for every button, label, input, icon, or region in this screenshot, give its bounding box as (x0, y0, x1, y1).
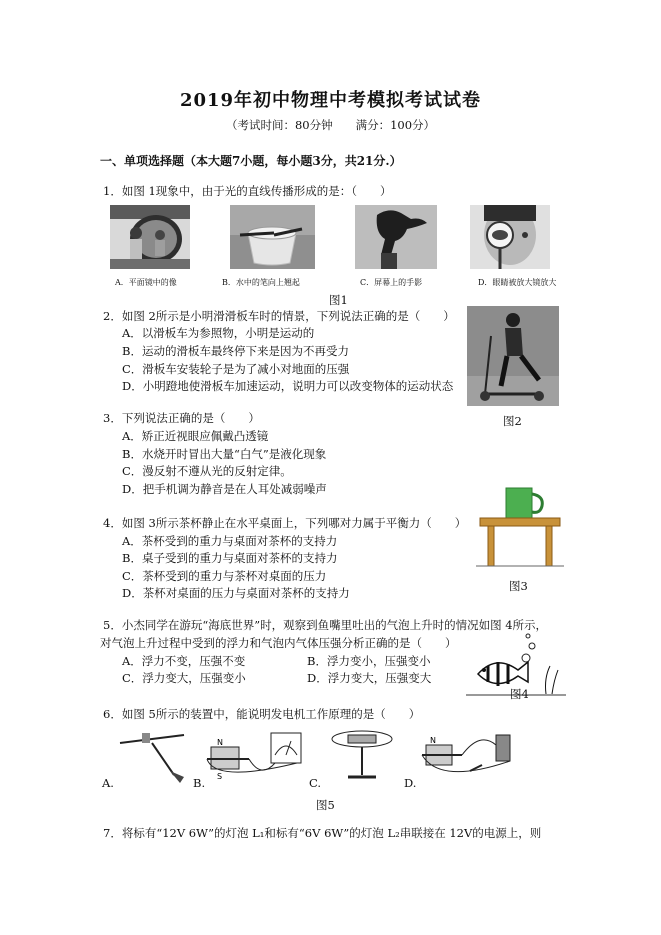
figure-5a-apparatus-drawing (112, 725, 192, 787)
question-2-option-c: C．滑板车安装轮子是为了减小对地面的压强 (122, 362, 350, 376)
figure-2-label: 图2 (503, 414, 522, 428)
figure-1b-caption: B．水中的笔向上翘起 (222, 278, 300, 287)
figure-5a-label: A. (102, 776, 114, 790)
figure-5d-label: D. (404, 776, 417, 790)
question-2-option-b: B．运动的滑板车最终停下来是因为不再受力 (122, 344, 349, 358)
question-3-option-b: B．水烧开时冒出大量“白气”是液化现象 (122, 447, 327, 461)
exam-info: （考试时间：80分钟 满分：100分） (225, 118, 436, 132)
figure-1c-caption: C．屏幕上的手影 (360, 278, 423, 287)
figure-1c-hand-shadow-photo (355, 205, 437, 269)
section-heading: 一、单项选择题（本大题7小题，每小题3分，共21分.） (100, 154, 402, 168)
figure-5b-label: B. (193, 776, 206, 790)
question-3-option-c: C．漫反射不遵从光的反射定律。 (122, 464, 292, 478)
figure-1b-pencil-in-water-photo (230, 205, 315, 269)
question-6-stem: 6．如图 5所示的装置中，能说明发电机工作原理的是（ ） (103, 707, 421, 721)
figure-1a-mirror-photo (110, 205, 190, 269)
question-5-stem-line2: 对气泡上升过程中受到的浮力和气泡内气体压强分析正确的是（ ） (100, 636, 457, 650)
question-4-option-c: C．茶杯受到的重力与茶杯对桌面的压力 (122, 569, 327, 583)
question-2-option-a: A．以滑板车为参照物，小明是运动的 (122, 326, 315, 340)
page-title: 2019年初中物理中考模拟考试试卷 (179, 90, 482, 111)
figure-5d-apparatus-drawing (420, 725, 520, 787)
question-4-stem: 4．如图 3所示茶杯静止在水平桌面上，下列哪对力属于平衡力（ ） (103, 516, 467, 530)
figure-2-scooter-photo (467, 306, 559, 406)
figure-5b-apparatus-drawing (205, 725, 307, 787)
question-2-option-d: D．小明蹬地使滑板车加速运动，说明力可以改变物体的运动状态 (122, 379, 454, 393)
svg-text:S: S (217, 772, 223, 781)
question-2-stem: 2．如图 2所示是小明滑滑板车时的情景，下列说法正确的是（ ） (103, 309, 455, 323)
question-4-option-a: A．茶杯受到的重力与桌面对茶杯的支持力 (122, 534, 338, 548)
question-7-stem: 7．将标有“12V 6W”的灯泡 L₁和标有“6V 6W”的灯泡 L₂串联接在 12V的电源上，则 (103, 826, 542, 840)
question-3-option-a: A．矫正近视眼应佩戴凸透镜 (122, 429, 269, 443)
question-5-option-d: D．浮力变大，压强变大 (307, 671, 432, 685)
figure-5c-apparatus-drawing (322, 725, 402, 787)
figure-1d-magnifier-eye-photo (470, 205, 550, 269)
question-5-stem-line1: 5．小杰同学在游玩“海底世界”时，观察到鱼嘴里吐出的气泡上升时的情况如图 4所示， (103, 618, 548, 632)
question-4-option-d: D．茶杯对桌面的压力与桌面对茶杯的支持力 (122, 586, 350, 600)
figure-1-label: 图1 (329, 293, 348, 307)
question-5-option-a: A．浮力不变，压强不变 (122, 654, 246, 668)
figure-1d-caption: D．眼睛被放大镜放大 (478, 278, 557, 287)
figure-4-label: 图4 (510, 687, 529, 701)
question-3-option-d: D．把手机调为静音是在人耳处减弱噪声 (122, 482, 327, 496)
svg-text:N: N (217, 738, 223, 747)
figure-1a-caption: A．平面镜中的像 (115, 278, 177, 287)
question-1-stem: 1．如图 1现象中，由于光的直线传播形成的是：（ ） (103, 184, 392, 198)
question-3-stem: 3．下列说法正确的是（ ） (103, 411, 260, 425)
figure-5-label: 图5 (316, 798, 335, 812)
question-5-option-c: C．浮力变大，压强变小 (122, 671, 246, 685)
figure-5c-label: C. (309, 776, 322, 790)
figure-3-cup-on-table-drawing (476, 484, 564, 574)
question-4-option-b: B．桌子受到的重力与桌面对茶杯的支持力 (122, 551, 338, 565)
svg-text:N: N (430, 736, 436, 745)
question-5-option-b: B．浮力变小，压强变小 (307, 654, 431, 668)
figure-3-label: 图3 (509, 579, 528, 593)
